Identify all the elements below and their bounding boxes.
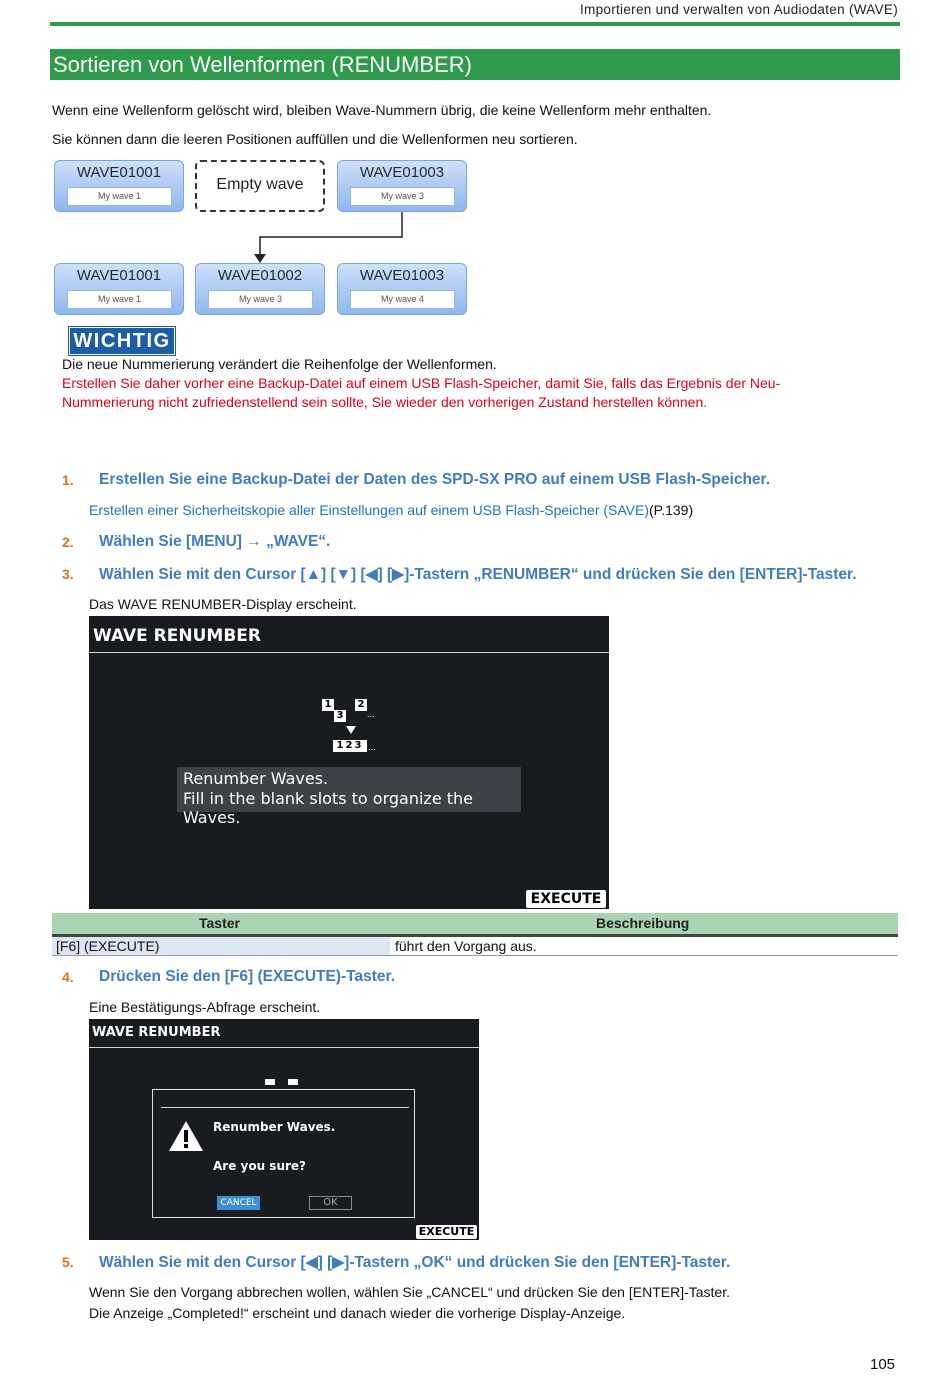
wave-box: [54, 160, 184, 212]
partial-slot: [288, 1079, 298, 1085]
wichtig-badge: WICHTIG: [70, 328, 174, 354]
execute-button[interactable]: EXECUTE: [416, 1225, 477, 1239]
title-divider: [89, 652, 609, 653]
slots-bottom: 123: [333, 740, 367, 752]
step-5-text: Wählen Sie mit den Cursor [◀] [▶]-Tastern „OK“ und drücken Sie den [ENTER]-Taster.: [99, 1254, 731, 1271]
step-2-number: 2.: [62, 534, 74, 550]
title-divider: [89, 1047, 479, 1048]
wave-name: WAVE01001: [76, 164, 162, 181]
running-header: Importieren und verwalten von Audiodaten (WAVE): [579, 2, 898, 17]
page-number: 105: [870, 1356, 896, 1373]
message-line-2: Fill in the blank slots to organize the Waves.: [183, 789, 474, 827]
step-1-text: Erstellen Sie eine Backup-Datei der Daten des SPD-SX PRO auf einem USB Flash-Speicher.: [99, 471, 771, 488]
wichtig-line-3: Nummerierung nicht zufriedenstellend sein sollte, Sie wieder den vorherigen Zustand herstellen können.: [62, 394, 708, 410]
ok-button[interactable]: OK: [309, 1196, 352, 1210]
wave-box: [337, 263, 467, 315]
slot-top-1: 1: [322, 699, 334, 711]
message-line-1: Renumber Waves.: [183, 769, 329, 788]
intro-line-1: Wenn eine Wellenform gelöscht wird, bleiben Wave-Nummern übrig, die keine Wellenform mehr enthalten.: [52, 102, 712, 118]
step-4-number: 4.: [62, 969, 74, 985]
wave-box: [54, 263, 184, 315]
wave-box: [195, 263, 325, 315]
empty-wave-label: Empty wave: [216, 176, 304, 193]
wave-name: WAVE01003: [359, 164, 445, 181]
step-3-note: Das WAVE RENUMBER-Display erscheint.: [89, 596, 357, 612]
wave-box: [337, 160, 467, 212]
step-1-number: 1.: [62, 472, 74, 488]
partial-slot: [265, 1079, 275, 1085]
step-5-note-2: Die Anzeige „Completed!“ erscheint und danach wieder die vorherige Display-Anzeige.: [89, 1305, 626, 1321]
ellipsis: ...: [368, 742, 376, 752]
column-header-beschreibung: Beschreibung: [596, 915, 690, 931]
step-3-number: 3.: [62, 566, 74, 582]
screen-title: WAVE RENUMBER: [92, 1025, 221, 1040]
wichtig-line-1: Die neue Nummerierung verändert die Reihenfolge der Wellenformen.: [62, 356, 497, 372]
backup-link[interactable]: Erstellen einer Sicherheitskopie aller Einstellungen auf einem USB Flash-Speicher (SAVE): [89, 502, 650, 518]
wave-name: WAVE01003: [359, 267, 445, 284]
table-cell-key: [F6] (EXECUTE): [56, 938, 160, 954]
step-4-text: Drücken Sie den [F6] (EXECUTE)-Taster.: [99, 968, 395, 985]
header-rule: [50, 22, 900, 26]
execute-button[interactable]: EXECUTE: [526, 890, 606, 908]
wave-label: My wave 4: [350, 290, 455, 309]
wave-label: My wave 1: [67, 187, 172, 206]
ellipsis: ...: [367, 709, 375, 719]
dialog-line-1: Renumber Waves.: [213, 1120, 336, 1134]
slot-top-2: 2: [355, 699, 367, 711]
slot-top-3: 3: [334, 710, 346, 722]
column-header-taster: Taster: [199, 915, 240, 931]
step-3-text: Wählen Sie mit den Cursor [▲] [▼] [◀] [▶]-Tastern „RENUMBER“ und drücken Sie den [ENTER]-Taster.: [99, 566, 857, 583]
table-header: [52, 913, 898, 934]
confirm-dialog: [152, 1089, 415, 1218]
step-1-reference: [89, 501, 693, 519]
section-title: Sortieren von Wellenformen (RENUMBER): [53, 52, 472, 77]
step-5-note-1: Wenn Sie den Vorgang abbrechen wollen, wählen Sie „CANCEL“ und drücken Sie den [ENTER]-Taster.: [89, 1284, 730, 1300]
wave-renumber-screen: [89, 616, 609, 909]
wave-label: My wave 3: [350, 187, 455, 206]
step-2-text: Wählen Sie [MENU] → „WAVE“.: [99, 533, 331, 550]
down-arrow-icon: [346, 726, 356, 735]
wave-label: My wave 3: [208, 290, 313, 309]
table-cell-desc: führt den Vorgang aus.: [395, 938, 537, 954]
dialog-line-2: Are you sure?: [213, 1159, 307, 1173]
step-5-number: 5.: [62, 1254, 74, 1270]
page-ref: (P.139): [649, 502, 694, 518]
wave-name: WAVE01002: [217, 267, 303, 284]
table-bottom-rule: [52, 955, 898, 956]
step-4-note: Eine Bestätigungs-Abfrage erscheint.: [89, 999, 321, 1015]
cancel-button[interactable]: CANCEL: [217, 1196, 260, 1210]
intro-line-2: Sie können dann die leeren Positionen auffüllen und die Wellenformen neu sortieren.: [52, 131, 578, 147]
dialog-divider: [161, 1107, 409, 1108]
wave-label: My wave 1: [67, 290, 172, 309]
message-box: [177, 767, 521, 827]
section-heading-bar: [50, 49, 900, 80]
wave-name: WAVE01001: [76, 267, 162, 284]
screen-title: WAVE RENUMBER: [93, 626, 261, 646]
wichtig-line-2: Erstellen Sie daher vorher eine Backup-Datei auf einem USB Flash-Speicher, damit Sie, falls das Ergebnis der Neu-: [62, 375, 781, 391]
warning-icon: [168, 1120, 204, 1152]
empty-wave-box: [195, 160, 325, 212]
connector-arrow-icon: [250, 212, 410, 264]
